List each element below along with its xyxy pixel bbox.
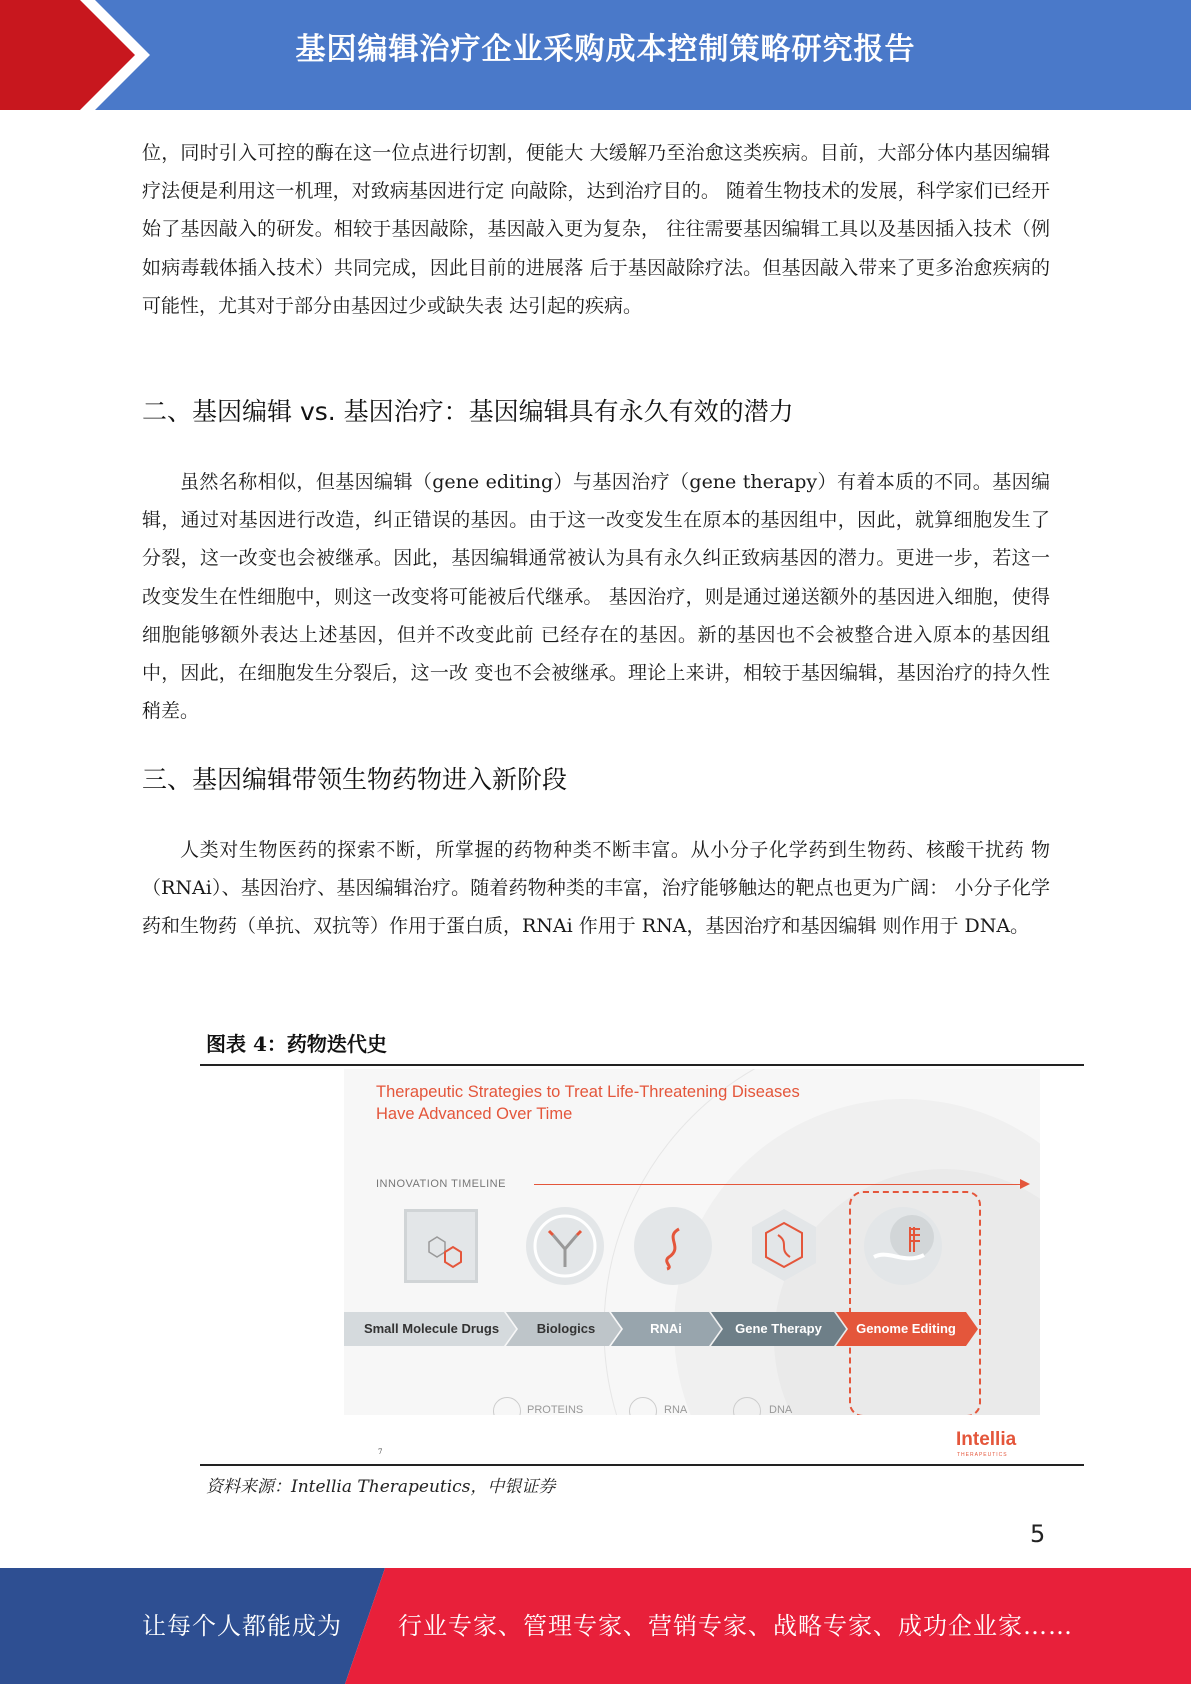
timeline-arrow-line bbox=[534, 1184, 1024, 1185]
genome-editing-icon bbox=[864, 1207, 942, 1285]
target-rna: RNA bbox=[664, 1404, 688, 1415]
stage-biologics: Biologics bbox=[536, 1321, 596, 1336]
intellia-logo: Intellia bbox=[956, 1429, 1017, 1450]
page-footer bbox=[0, 1568, 1191, 1684]
footer-slogan-right: 行业专家、管理专家、营销专家、战略专家、成功企业家…… bbox=[398, 1612, 1073, 1640]
paragraph-1: 位，同时引入可控的酶在这一位点进行切割，便能大 大缓解乃至治愈这类疾病。目前，大部分体内基因编辑疗法便是利用这一机理，对致病基因进行定 向敲除，达到治疗目的。 随着生物技术的发展，科学家们已经开始了基因敲入的研发。相较于基因敲除，基因敲入更为复杂， 往往需要基因编辑工具以及基因插入技术（例如病毒载体插入技术）共同完成，因此目前的进展落 后于基因敲除疗法。但基因敲入带来了更多治愈疾病的可能性，尤其对于部分由基因过少或缺失表 达引起的疾病。 bbox=[142, 142, 1050, 317]
slide-page-number: 7 bbox=[378, 1448, 383, 1456]
section-heading-2: 二、基因编辑 vs. 基因治疗：基因编辑具有永久有效的潜力 bbox=[142, 397, 794, 426]
rnai-icon bbox=[634, 1207, 712, 1285]
stage-small-molecule: Small Molecule Drugs bbox=[363, 1321, 500, 1336]
paragraph-2: 虽然名称相似，但基因编辑（gene editing）与基因治疗（gene therapy）有着本质的不同。基因编辑，通过对基因进行改造，纠正错误的基因。由于这一改变发生在原本的基因组中，因此，就算细胞发生了分裂，这一改变也会被继承。因此，基因编辑通常被认为具有永久纠正致病基因的潜力。更进一步，若这一改变发生在性细胞中，则这一改变将可能被后代继承。 基因治疗，则是通过递送额外的基因进入细胞，使得细胞能够额外表达上述基因，但并不改变此前 已经存在的基因。新的基因也不会被整合进入原本的基因组中，因此，在细胞发生分裂后，这一改 变也不会被继承。理论上来讲，相较于基因编辑，基因治疗的持久性稍差。 bbox=[142, 471, 1050, 723]
figure-source: 资料来源：Intellia Therapeutics，中银证券 bbox=[206, 1477, 556, 1497]
page-number: 5 bbox=[1030, 1520, 1046, 1548]
intellia-logo-sub: THERAPEUTICS bbox=[957, 1452, 1008, 1458]
biologics-icon bbox=[526, 1207, 604, 1285]
art-title bbox=[376, 1081, 800, 1125]
timeline-label: INNOVATION TIMELINE bbox=[376, 1178, 506, 1190]
small-molecule-icon bbox=[404, 1209, 478, 1283]
stage-genome-editing: Genome Editing bbox=[856, 1321, 956, 1336]
footer-slogan-left: 让每个人都能成为 bbox=[142, 1612, 342, 1640]
section-heading-3: 三、基因编辑带领生物药物进入新阶段 bbox=[142, 765, 568, 794]
timeline-arrow-head bbox=[1020, 1179, 1030, 1189]
target-dna: DNA bbox=[769, 1404, 793, 1415]
figure-top-rule bbox=[200, 1064, 1084, 1066]
gene-therapy-icon bbox=[744, 1205, 824, 1285]
figure-caption: 图表 4：药物迭代史 bbox=[206, 1032, 387, 1056]
figure-drug-history bbox=[200, 1028, 1084, 1500]
art-title-line-2: Have Advanced Over Time bbox=[376, 1105, 573, 1123]
art-title-line-1: Therapeutic Strategies to Treat Life-Threatening Diseases bbox=[376, 1083, 800, 1101]
stage-gene-therapy: Gene Therapy bbox=[735, 1321, 822, 1336]
header-title: 基因编辑治疗企业采购成本控制策略研究报告 bbox=[295, 32, 916, 67]
stage-rnai: RNAi bbox=[650, 1321, 682, 1336]
figure-image bbox=[344, 1069, 1040, 1415]
target-proteins: PROTEINS bbox=[527, 1404, 584, 1415]
page-header bbox=[0, 0, 1191, 110]
figure-bottom-rule bbox=[200, 1464, 1084, 1466]
paragraph-3: 人类对生物医药的探索不断，所掌握的药物种类不断丰富。从小分子化学药到生物药、核酸干扰药 物（RNAi）、基因治疗、基因编辑治疗。随着药物种类的丰富，治疗能够触达的靶点也更为广阔： 小分子化学药和生物药（单抗、双抗等）作用于蛋白质，RNAi 作用于 RNA，基因治疗和基因编辑 则作用于 DNA。 bbox=[142, 839, 1050, 938]
